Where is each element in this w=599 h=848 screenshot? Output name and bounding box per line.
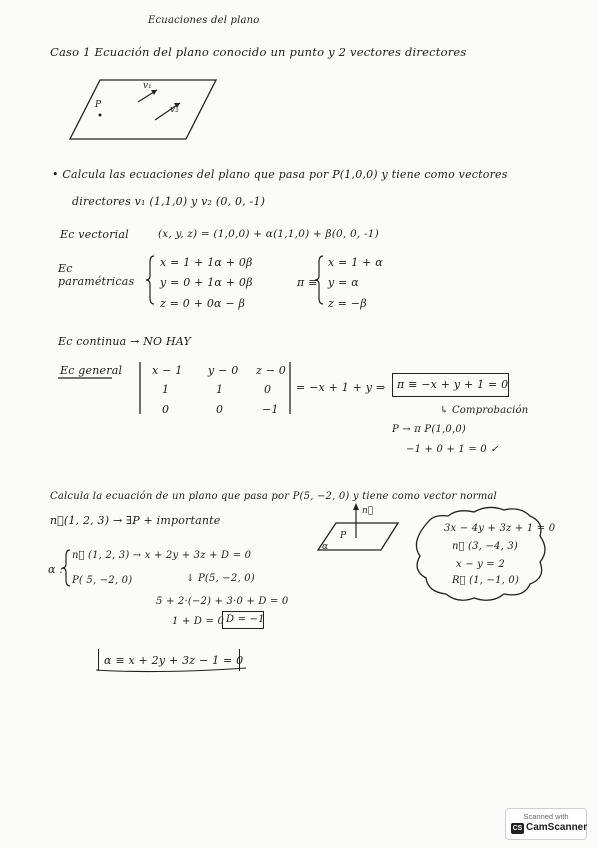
pi-row-2: y = α	[328, 276, 359, 289]
page-title: Ecuaciones del plano	[148, 15, 260, 26]
boxed-plane-equation	[392, 373, 509, 397]
exercise2-line2: n⃗(1, 2, 3) → ∃P + importante	[50, 514, 221, 527]
solve-d: 1 + D = 0	[172, 616, 225, 627]
det-r2c2: 1	[216, 383, 224, 396]
final-plane-equation: α ≡ x + 2y + 3z − 1 = 0	[104, 654, 244, 667]
system-row-2: P( 5, −2, 0)	[72, 575, 133, 586]
verification-line-2: −1 + 0 + 1 = 0 ✓	[406, 444, 499, 455]
verification-heading: ↳ Comprobación	[440, 405, 529, 416]
pi-row-3: z = −β	[328, 297, 367, 310]
pi-label: π ≡	[297, 276, 318, 289]
exercise1-line2: directores v₁ (1,1,0) y v₂ (0, 0, -1)	[72, 195, 266, 208]
caso1-heading: Caso 1 Ecuación del plano conocido un punto y 2 vectores directores	[50, 45, 467, 59]
cloud-line-3: x − y = 2	[456, 559, 505, 570]
exercise1-line1: • Calcula las ecuaciones del plano que pasa por P(1,0,0) y tiene como vectores	[52, 168, 508, 181]
d-value-box	[222, 611, 264, 629]
normal-vector-label: n⃗	[362, 506, 374, 516]
determinant-result: = −x + 1 + y	[296, 381, 373, 394]
boxed-plane-equation-text: π ≡ −x + y + 1 = 0	[397, 378, 509, 391]
verification-line-1: P → π P(1,0,0)	[392, 424, 466, 435]
det-r3c3: −1	[262, 403, 279, 416]
parametric-row-2: y = 0 + 1α + 0β	[160, 276, 253, 289]
vectorial-equation: (x, y, z) = (1,0,0) + α(1,1,0) + β(0, 0, -1)	[158, 228, 379, 240]
det-r2c3: 0	[264, 383, 272, 396]
vectorial-label: Ec vectorial	[60, 228, 129, 241]
d-value: D = −1	[226, 614, 265, 625]
parametric-label: Ec paramétricas	[58, 262, 135, 288]
cloud-line-1: 3x − 4y + 3z + 1 = 0	[444, 523, 556, 534]
plane-alpha-label: α	[322, 542, 329, 552]
continuous-equation-note: Ec continua → NO HAY	[58, 335, 191, 348]
exercise2-line1: Calcula la ecuación de un plano que pasa por P(5, −2, 0) y tiene como vector normal	[50, 491, 497, 502]
det-r3c2: 0	[216, 403, 224, 416]
parametric-row-3: z = 0 + 0α − β	[160, 297, 246, 310]
det-r3c1: 0	[162, 403, 170, 416]
det-r1c3: z − 0	[256, 364, 287, 377]
implies-arrow: ⇒	[376, 381, 386, 394]
parametric-row-1: x = 1 + 1α + 0β	[160, 256, 253, 269]
vector-v1-label: v₁	[143, 81, 152, 91]
general-label: Ec general	[60, 364, 123, 377]
substitute-point-arrow: ↓ P(5, −2, 0)	[186, 573, 255, 584]
alpha-system-label: α :	[48, 563, 64, 576]
plane-point-label: P	[340, 531, 347, 541]
det-r2c1: 1	[162, 383, 170, 396]
det-r1c2: y − 0	[208, 364, 239, 377]
point-p-label: P	[95, 100, 102, 110]
camscanner-logo-icon: CS	[512, 825, 523, 832]
scanned-with-text: Scanned with	[523, 812, 569, 821]
camscanner-name: CamScanner	[526, 822, 588, 833]
substitution: 5 + 2·(−2) + 3·0 + D = 0	[156, 596, 289, 607]
system-row-1: n⃗ (1, 2, 3) → x + 2y + 3z + D = 0	[72, 550, 252, 561]
cloud-line-2: n⃗ (3, −4, 3)	[452, 541, 519, 552]
cloud-line-4: R⃗ (1, −1, 0)	[452, 575, 520, 586]
det-r1c1: x − 1	[152, 364, 183, 377]
vector-v2-label: v₂	[170, 105, 179, 115]
camscanner-watermark	[505, 808, 587, 840]
pi-row-1: x = 1 + α	[328, 256, 383, 269]
